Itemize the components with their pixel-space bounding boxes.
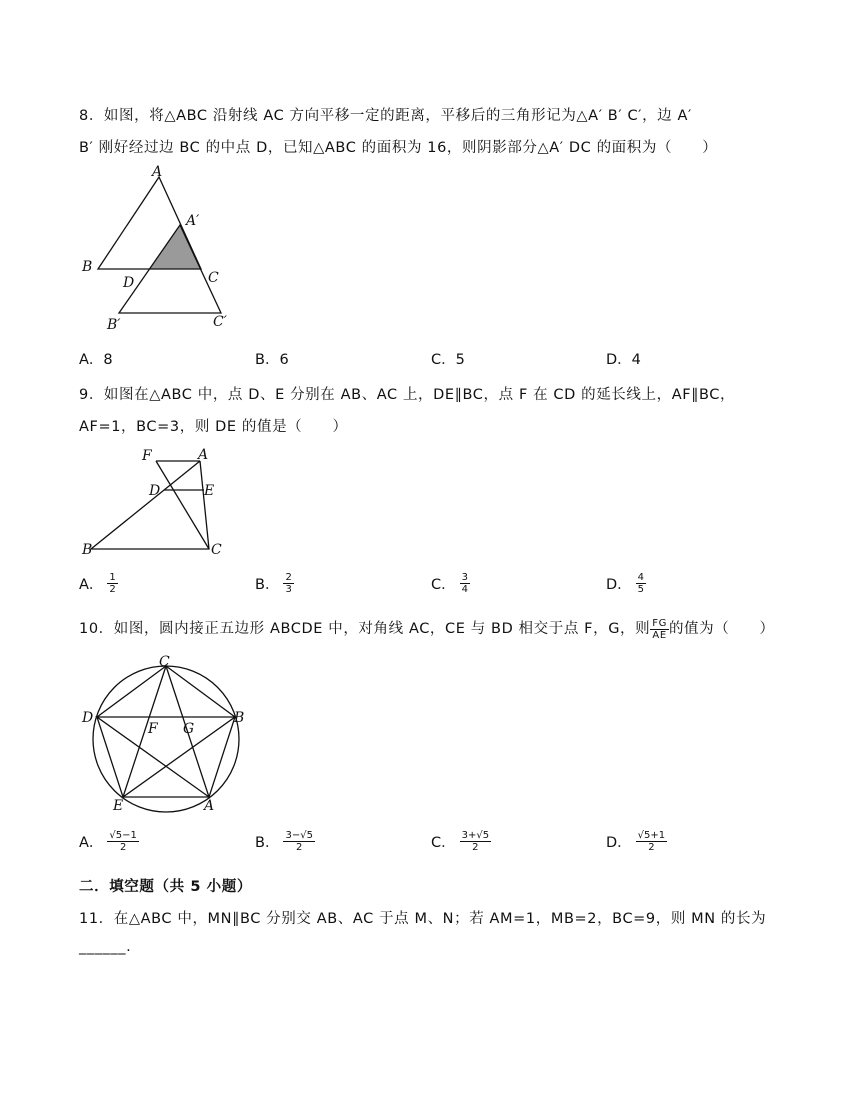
q8-option-a: A．8 bbox=[79, 352, 113, 368]
q8-option-d: D．4 bbox=[606, 352, 641, 368]
q9-stem-line1: 9．如图在△ABC 中，点 D、E 分别在 AB、AC 上，DE∥BC，点 F 在 CD 的延长线上，AF∥BC， bbox=[79, 387, 736, 403]
q9-option-d: D． $\frac{4}{5}$ bbox=[606, 572, 645, 595]
q8-label-d: D bbox=[123, 275, 135, 291]
q8-stem-line2: B′ 刚好经过边 BC 的中点 D，已知△ABC 的面积为 16，则阴影部分△A′ DC 的面积为（ ） bbox=[79, 140, 718, 156]
q8-label-b-prime: B′ bbox=[107, 317, 121, 333]
q8-label-c: C bbox=[208, 270, 219, 286]
q10-label-c: C bbox=[159, 654, 170, 670]
q8-label-a: A bbox=[152, 164, 163, 180]
q10-option-c-den: 2 bbox=[472, 842, 479, 853]
q10-circle bbox=[93, 666, 239, 812]
q9-option-c-num: 3 bbox=[461, 572, 468, 583]
q10-pentagram bbox=[97, 666, 235, 797]
q10-option-c-num: 3+√5 bbox=[461, 830, 490, 841]
q10-option-a-den: 2 bbox=[119, 842, 127, 853]
section2-title: 二．填空题（共 5 小题） bbox=[79, 879, 252, 895]
q8-label-b: B bbox=[82, 259, 93, 275]
q9-label-e: E bbox=[204, 483, 215, 499]
q10-option-b-num: 3−√5 bbox=[285, 830, 313, 841]
q9-triangle-abc bbox=[91, 461, 209, 549]
q10-figure bbox=[80, 655, 255, 815]
q9-label-a: A bbox=[198, 447, 209, 463]
q9-option-a: A． $\frac{1}{2}$ bbox=[79, 572, 116, 595]
q10-frac-den: AE bbox=[652, 629, 667, 641]
q9-label-b: B bbox=[82, 542, 93, 558]
q8-option-c: C．5 bbox=[431, 352, 465, 368]
q8-option-b: B．6 bbox=[255, 352, 289, 368]
q9-label-c: C bbox=[211, 542, 222, 558]
q9-option-b: B． $\frac{2}{3}$ bbox=[255, 572, 292, 595]
q9-option-c-den: 4 bbox=[461, 584, 468, 595]
q10-label-f: F bbox=[148, 721, 158, 737]
q10-label-g: G bbox=[183, 721, 195, 737]
q10-label-a: A bbox=[204, 798, 215, 814]
q9-option-d-den: 5 bbox=[637, 584, 645, 595]
q10-option-a-num: √5−1 bbox=[109, 830, 137, 841]
q10-option-d: D． $\frac{√5+1}{2}$ bbox=[606, 830, 666, 853]
q10-label-d: D bbox=[82, 710, 94, 726]
q10-option-b: B． $\frac{3-√5}{2}$ bbox=[255, 830, 313, 853]
q9-stem-line2: AF=1，BC=3，则 DE 的值是（ ） bbox=[79, 419, 348, 435]
q11-stem-line1: 11．在△ABC 中，MN∥BC 分别交 AB、AC 于点 M、N；若 AM=1，MB=2，BC=9，则 MN 的长为 bbox=[79, 911, 767, 927]
q9-option-d-num: 4 bbox=[637, 572, 645, 583]
q9-option-b-num: 2 bbox=[285, 572, 292, 583]
q10-label-e: E bbox=[113, 798, 124, 814]
q9-label-d: D bbox=[149, 483, 161, 499]
q8-label-a-prime: A′ bbox=[186, 213, 200, 229]
q9-option-b-den: 3 bbox=[285, 584, 292, 595]
q10-label-b: B bbox=[234, 710, 245, 726]
q9-figure bbox=[80, 445, 230, 560]
q10-option-d-num: √5+1 bbox=[637, 830, 666, 841]
q10-option-c: C． $\frac{3+√5}{2}$ bbox=[431, 830, 490, 853]
q8-figure bbox=[80, 165, 250, 335]
q9-label-f: F bbox=[142, 448, 152, 464]
q10-option-d-den: 2 bbox=[648, 842, 655, 853]
q10-option-a: A． $\frac{√5-1}{2}$ bbox=[79, 830, 137, 853]
q10-stem-line1: 10．如图，圆内接正五边形 ABCDE 中，对角线 AC，CE 与 BD 相交于点 F，G，则 $\frac{FG}{AE}$ 的值为（ ） bbox=[79, 617, 775, 641]
q9-option-c: C． $\frac{3}{4}$ bbox=[431, 572, 468, 595]
q9-option-a-num: 1 bbox=[109, 572, 116, 583]
q8-label-c-prime: C′ bbox=[213, 314, 227, 330]
q10-option-b-den: 2 bbox=[296, 842, 303, 853]
q11-answer-blank: ______. bbox=[79, 939, 132, 955]
q9-option-a-den: 2 bbox=[109, 584, 116, 595]
q10-frac-num: FG bbox=[652, 617, 667, 629]
q8-stem-line1: 8．如图，将△ABC 沿射线 AC 方向平移一定的距离，平移后的三角形记为△A′ B′ C′，边 A′ bbox=[79, 108, 692, 124]
